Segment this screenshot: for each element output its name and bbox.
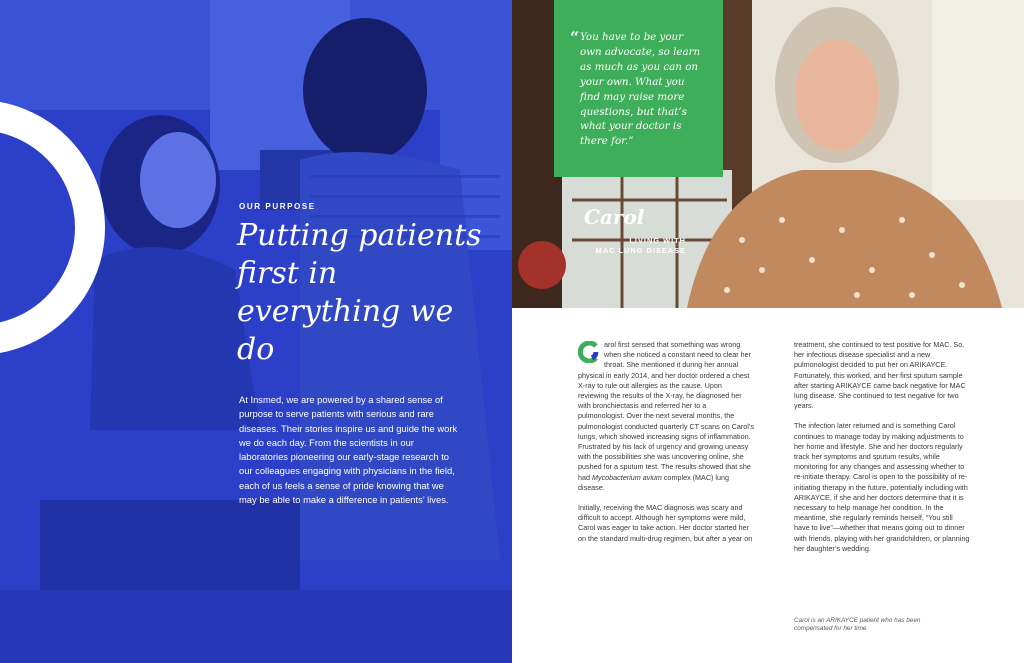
story-paragraph: The infection later returned and is something Carol continues to manage today by making adjustments to her home and lifestyle. She and her doctors regularly track her symptoms and sputum results, while monitoring for any changes and assessing whether to re-initiate therapy. Carol is open to the possibility of re-initiating therapy in the future, potentially including with ARIKAYCE, if she and her doctors determine that it is necessary to help manage her condition. In the meantime, she regularly reminds herself, “You still have to live”—whether that means going out to dinner with friends, playing with her grandchildren, or planning her daughter’s wedding. [794,421,970,553]
pull-quote-box [554,0,723,177]
section-eyebrow: OUR PURPOSE [239,202,316,211]
story-text: complex (MAC) lung disease. [578,472,730,492]
story-column-2 [794,340,970,564]
story-paragraph: treatment, she continued to test positive for MAC. So, her infectious disease specialist and a new pulmonologist decided to put her on ARIKAYCE. Fortunately, this worked, and her first sputum sample after starting ARIKAYCE came back negative for MAC lung disease. She continued to test negative for two years. [794,340,966,411]
right-page [512,0,1024,663]
page-headline: Putting patients first in everything we do [237,218,482,367]
pull-quote-text: You have to be your own advocate, so learn as much as you can on your own. What you find may raise more questions, but that’s what your doctor is there for.” [580,31,701,148]
purpose-body-text: At Insmed, we are powered by a shared sense of purpose to serve patients with serious and rare diseases. Their stories inspire us and guide the work we do each day. From the scientists in our laboratories pioneering our early-stage research to our colleagues engaging with physicians in the field, each of us feels a sense of pride knowing that we may be able to make a difference in patients’ lives. [239,394,458,506]
quote-mark-icon: “ [570,28,580,47]
patient-disclaimer: Carol is an ARIKAYCE patient who has been compensated for her time [794,617,921,633]
carol-portrait [512,0,1024,308]
story-paragraph: Initially, receiving the MAC diagnosis was scary and difficult to accept. Although her symptoms were mild, Carol was eager to take action. Her doctor started her on the standard multi-drug regimen, but after a year on [578,503,753,543]
caption-line-2: MAC LUNG DISEASE [595,246,686,255]
story-text-italic: Mycobacterium avium [592,472,662,482]
patient-name: Carol [584,205,645,229]
story-paragraph [578,340,754,493]
story-column-1 [578,340,754,554]
story-text: arol first sensed that something was wrong when she noticed a constant need to clear her throat. She mentioned it during her annual physical in early 2014, and her doctor ordered a chest X-ray to rule out allergies as the cause. Upon reviewing the results of the X-ray, he diagnosed her with bronchiectasis and referred her to a pulmonologist. Over the next several months, the pulmonologist conducted quarterly CT scans on Carol’s lungs, which showed increasing signs of inflammation. Frustrated by his lack of urgency and growing uneasy with the possibilities she was uncovering online, she pushed for a sputum test. The results showed that she had [578,340,754,482]
caption-line-1: LIVING WITH [629,236,686,245]
dropcap-c-icon [578,341,600,363]
patient-caption [574,236,686,256]
